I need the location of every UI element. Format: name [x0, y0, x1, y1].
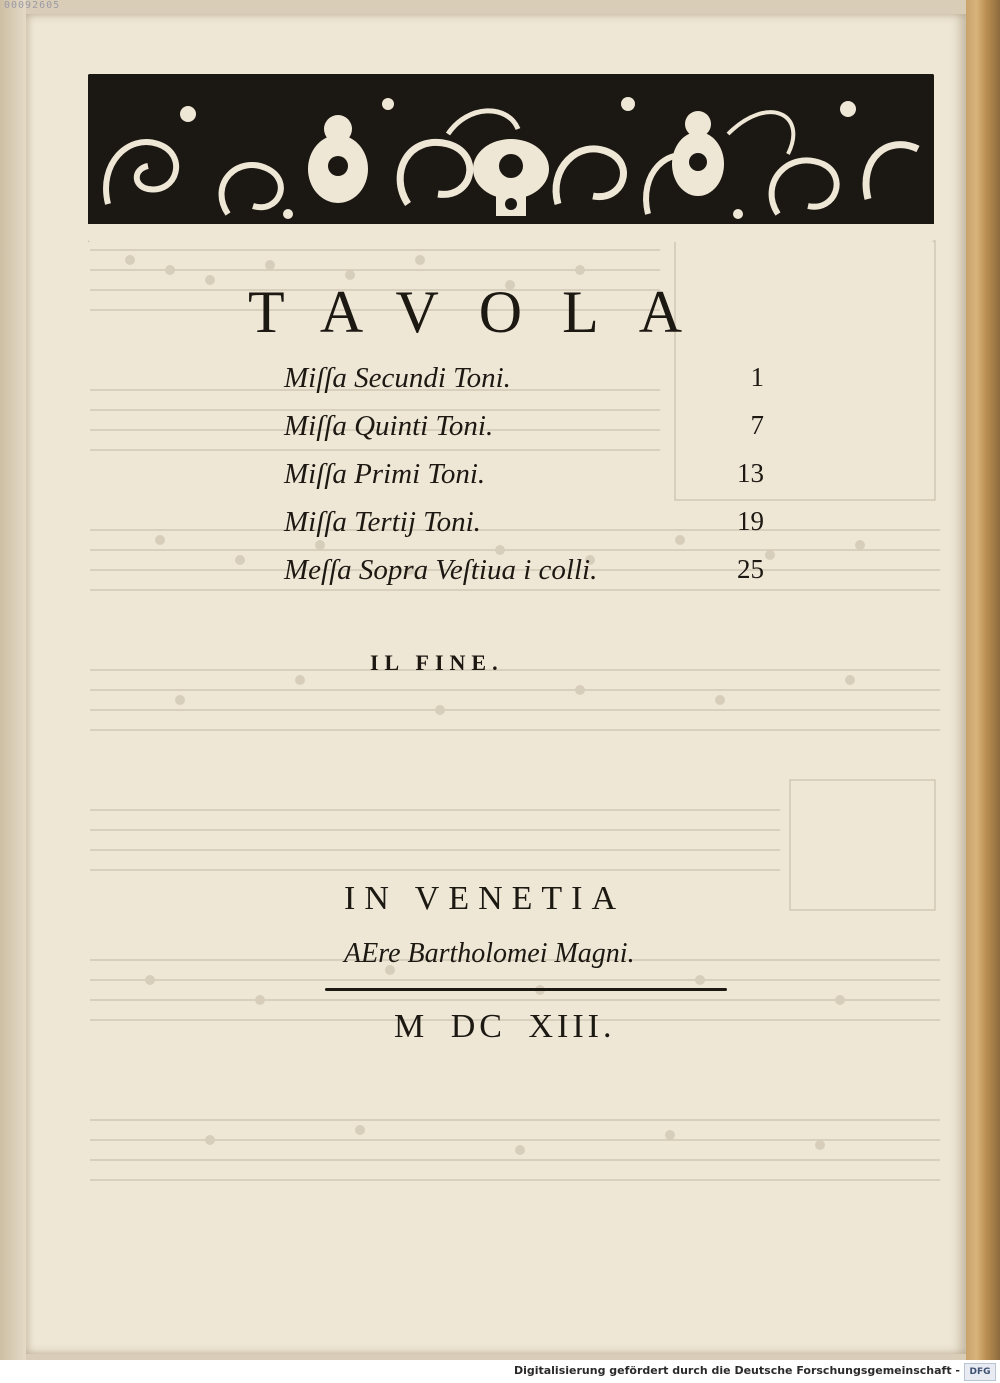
imprint-year: M DC XIII.: [394, 1008, 616, 1045]
page-left-edge: [0, 0, 26, 1360]
toc-entry: [284, 410, 764, 458]
catalog-id: 00092605: [4, 0, 61, 11]
end-mark: IL FINE.: [370, 650, 504, 675]
toc-entry-label: Meſſa Sopra Veſtiua i colli.: [284, 554, 598, 586]
toc-entry: [284, 362, 764, 410]
toc-entry-label: Miſſa Secundi Toni.: [284, 362, 511, 394]
dfg-logo-icon: DFG: [964, 1363, 996, 1381]
toc-entry-page: 19: [737, 506, 764, 536]
toc-entry-label: Miſſa Quinti Toni.: [284, 410, 494, 442]
imprint-rule-divider: [325, 988, 727, 991]
toc-entry-label: Miſſa Tertij Toni.: [284, 506, 481, 538]
table-of-contents: [284, 362, 764, 602]
toc-entry-page: 1: [750, 362, 764, 392]
toc-entry: [284, 458, 764, 506]
toc-entry: [284, 506, 764, 554]
footer-bar: [0, 1360, 1000, 1383]
woodcut-headpiece-icon: [88, 74, 934, 242]
page-edge-binding: [966, 0, 1000, 1360]
toc-entry-page: 7: [750, 410, 764, 440]
funding-credit: Digitalisierung gefördert durch die Deutsche Forschungsgemeinschaft -: [513, 1364, 960, 1377]
toc-entry-label: Miſſa Primi Toni.: [284, 458, 486, 490]
toc-entry-page: 25: [737, 554, 764, 584]
imprint-printer: AEre Bartholomei Magni.: [344, 938, 635, 969]
toc-entry-page: 13: [737, 458, 764, 488]
woodcut-headpiece-ornament: [88, 74, 934, 242]
toc-entry: [284, 554, 764, 602]
imprint-city: IN VENETIA: [344, 880, 626, 917]
page-title: TAVOLA: [248, 279, 723, 345]
